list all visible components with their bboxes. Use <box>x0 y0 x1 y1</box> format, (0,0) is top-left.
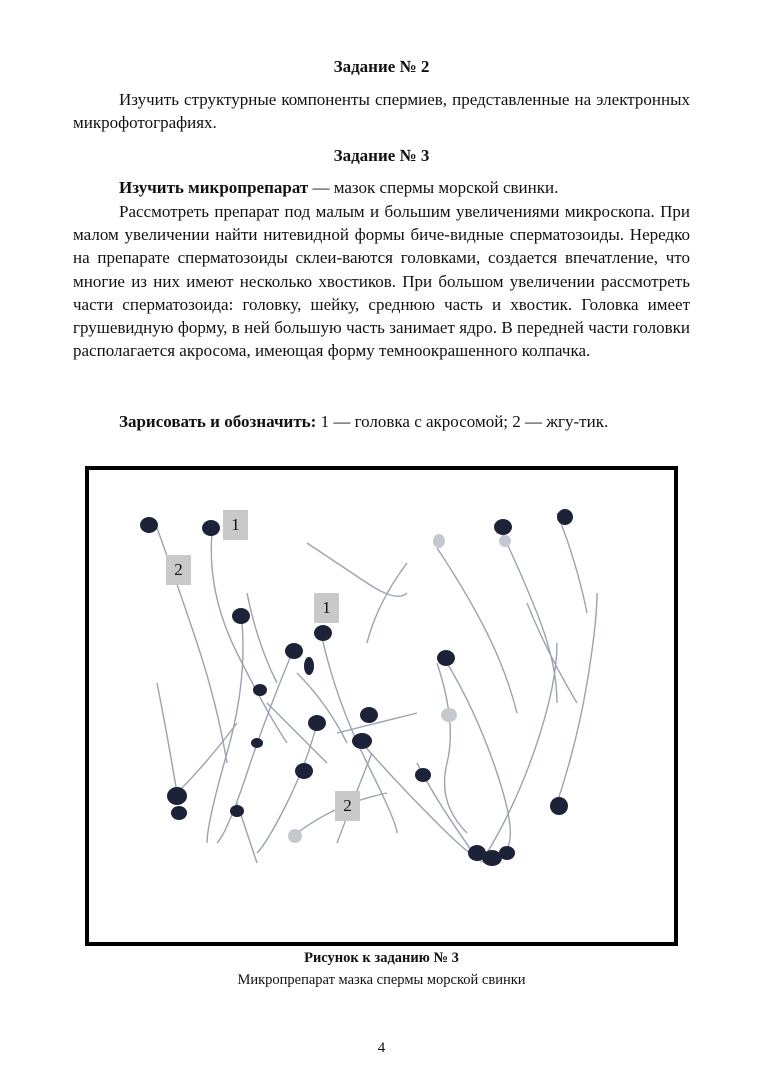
task3-paragraph-2: Рассмотреть препарат под малым и большим увеличениями микроскопа. При малом увеличении найти нитевидной формы биче-видные сперматозоиды. Нередко на препарате сперматозоиды склеи-ваются головками, создается впечатление, что многие из них имеют несколько хвостиков. При большом увеличении рассмотреть части сперматозоида: головку, шейку, среднюю часть и хвостик. Головка имеет грушевидную форму, в ней большую часть занимает ядро. В передней части головки располагается акросома, имеющая форму темноокрашенного колпачка. <box>73 202 690 361</box>
figure-label-1: 1 <box>223 510 248 540</box>
figure-label-1: 1 <box>314 593 339 623</box>
task3-p1-bold: Изучить микропрепарат <box>119 178 309 197</box>
task2-text: Изучить структурные компоненты спермиев, представленные на электронных микрофотографиях. <box>73 90 690 133</box>
figure-label-2: 2 <box>166 555 191 585</box>
task3-p3-rest: 1 — головка с акросомой; 2 — жгу-тик. <box>316 412 609 431</box>
sperm-smear-illustration <box>137 503 603 885</box>
figure-frame <box>85 466 678 946</box>
figure-caption-title: Рисунок к заданию № 3 <box>304 950 459 966</box>
task3-paragraph-3 <box>73 410 690 433</box>
figure-label-2: 2 <box>335 791 360 821</box>
micrograph-image <box>137 503 603 885</box>
task3-p3-bold: Зарисовать и обозначить: <box>119 412 317 431</box>
figure-caption-subtitle: Микропрепарат мазка спермы морской свинки <box>237 972 526 988</box>
task3-p1-rest: — мазок спермы морской свинки. <box>308 178 559 197</box>
task3-paragraph-1 <box>73 176 690 199</box>
task3-heading: Задание № 3 <box>333 146 430 165</box>
page-number: 4 <box>377 1040 386 1056</box>
task2-heading: Задание № 2 <box>333 57 430 76</box>
